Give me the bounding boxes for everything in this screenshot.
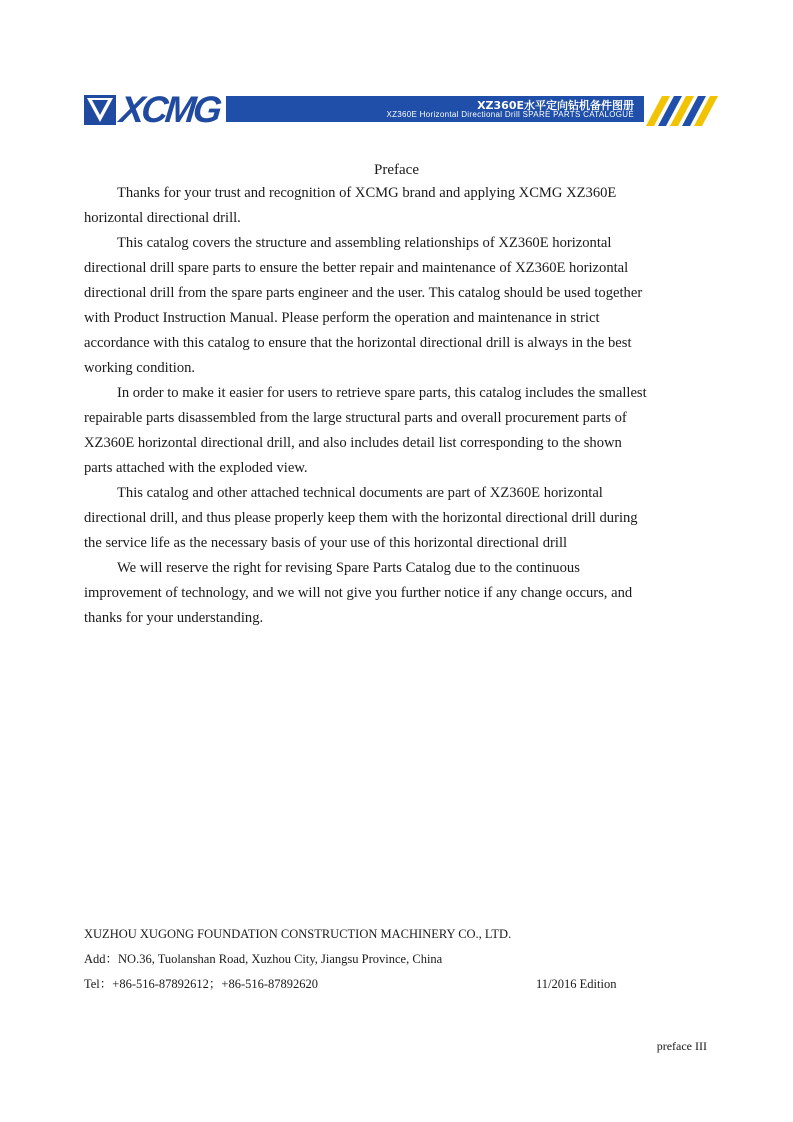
company-info [84, 925, 704, 1000]
contact-row [84, 975, 704, 1000]
edition-label: 11/2016 Edition [536, 977, 617, 991]
text-line: Thanks for your trust and recognition of XCMG brand and applying XCMG XZ360E [117, 185, 617, 201]
text-line: the service life as the necessary basis of your use of this horizontal directional drill [84, 535, 568, 551]
text-line: This catalog covers the structure and assembling relationships of XZ360E horizontal [117, 235, 612, 251]
xcmg-logo-text: XCMG [117, 89, 222, 130]
text-line: In order to make it easier for users to retrieve spare parts, this catalog includes the smallest [117, 385, 647, 401]
text-line: This catalog and other attached technical documents are part of XZ360E horizontal [117, 485, 603, 501]
text-line: with Product Instruction Manual. Please perform the operation and maintenance in strict [84, 310, 600, 326]
text-line: working condition. [84, 360, 196, 376]
text-line: directional drill from the spare parts engineer and the user. This catalog should be used together [84, 285, 643, 301]
xcmg-logo-mark [84, 95, 116, 125]
decorative-stripes [632, 92, 718, 128]
text-line: horizontal directional drill. [84, 210, 241, 226]
text-line: repairable parts disassembled from the large structural parts and overall procurement parts of [84, 410, 627, 426]
text-line: directional drill, and thus please properly keep them with the horizontal directional drill during [84, 510, 638, 526]
company-tel: Tel：+86-516-87892612；+86-516-87892620 [84, 977, 319, 991]
text-line: XZ360E horizontal directional drill, and also includes detail list corresponding to the shown [84, 435, 622, 451]
catalogue-banner [226, 96, 644, 122]
preface-title: Preface [374, 162, 419, 178]
text-line: parts attached with the exploded view. [84, 460, 308, 476]
text-line: improvement of technology, and we will not give you further notice if any change occurs, and [84, 585, 633, 601]
banner-title-cn: XZ360E水平定向钻机备件图册 [477, 99, 634, 112]
preface-body [84, 181, 696, 631]
company-name: XUZHOU XUGONG FOUNDATION CONSTRUCTION MACHINERY CO., LTD. [84, 927, 512, 941]
text-line: accordance with this catalog to ensure that the horizontal directional drill is always in the best [84, 335, 632, 351]
text-line: We will reserve the right for revising Spare Parts Catalog due to the continuous [117, 560, 580, 576]
page-number: preface III [656, 1039, 707, 1053]
company-address: Add：NO.36, Tuolanshan Road, Xuzhou City, Jiangsu Province, China [84, 952, 443, 966]
banner-title-en: XZ360E Horizontal Directional Drill SPARE PARTS CATALOGUE [386, 110, 634, 119]
text-line: directional drill spare parts to ensure the better repair and maintenance of XZ360E horizontal [84, 260, 629, 276]
text-line: thanks for your understanding. [84, 610, 264, 626]
page-header [84, 89, 714, 130]
